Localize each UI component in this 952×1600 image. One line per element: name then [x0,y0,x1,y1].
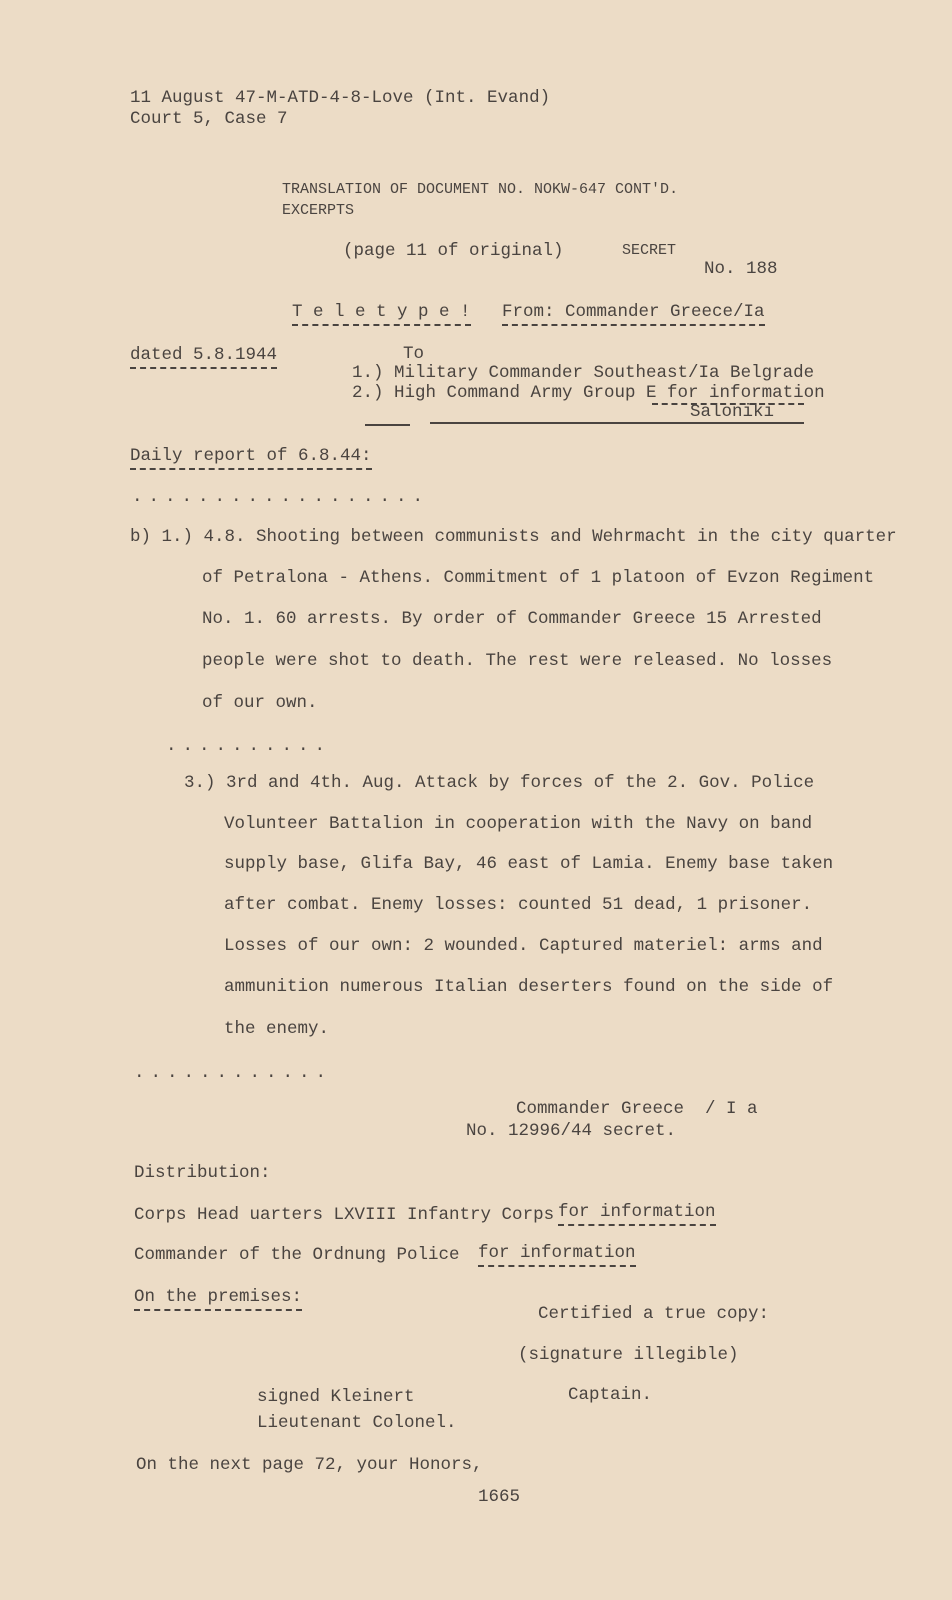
to-label: To [403,344,425,364]
divider [365,424,410,426]
ellipsis: .......... [166,736,332,756]
header-line: Court 5, Case 7 [130,109,288,129]
report-line: of Petralona - Athens. Commitment of 1 platoon of Evzon Regiment [202,568,875,588]
distribution-note: for information [478,1243,636,1267]
report-line: the enemy. [224,1019,330,1039]
document-subtitle: EXCERPTS [282,202,355,219]
divider [430,422,804,424]
closing-line: On the next page 72, your Honors, [136,1455,483,1475]
sender-number: No. 12996/44 secret. [466,1121,677,1141]
signed-rank: Lieutenant Colonel. [257,1413,457,1433]
page-reference: (page 11 of original) [343,241,564,261]
report-line: ammunition numerous Italian deserters found on the side of [224,977,834,997]
report-line: after combat. Enemy losses: counted 51 dead, 1 prisoner. [224,895,813,915]
report-line: b) 1.) 4.8. Shooting between communists and Wehrmacht in the city quarter [130,527,897,547]
premises-label: On the premises: [134,1287,302,1311]
recipient: 1.) Military Commander Southeast/Ia Belgrade [352,363,815,383]
report-line: people were shot to death. The rest were released. No losses [202,651,833,671]
report-line: of our own. [202,693,318,713]
classification: SECRET [622,242,677,259]
page-number: 1665 [478,1487,521,1507]
teletype-label: T e l e t y p e ! [292,302,471,326]
distribution-note: for information [558,1202,716,1226]
report-line: Losses of our own: 2 wounded. Captured materiel: arms and [224,936,823,956]
dated: dated 5.8.1944 [130,345,277,369]
recipient-city: Saloniki [690,402,775,422]
message-number: No. 188 [704,259,778,279]
from-line: From: Commander Greece/Ia [502,302,765,326]
daily-report-heading: Daily report of 6.8.44: [130,446,372,470]
report-line: No. 1. 60 arrests. By order of Commander Greece 15 Arrested [202,609,822,629]
distribution-recipient: Commander of the Ordnung Police [134,1245,460,1265]
report-line: 3.) 3rd and 4th. Aug. Attack by forces of the 2. Gov. Police [184,773,815,793]
signed-name: signed Kleinert [257,1387,415,1407]
ellipsis: .................. [132,487,430,507]
ellipsis: ............ [134,1063,333,1083]
header-line: 11 August 47-M-ATD-4-8-Love (Int. Evand) [130,88,551,108]
sender: Commander Greece / I a [516,1099,758,1119]
report-line: Volunteer Battalion in cooperation with the Navy on band [224,814,813,834]
certified-label: Certified a true copy: [538,1304,770,1324]
certifier-rank: Captain. [568,1385,653,1405]
distribution-label: Distribution: [134,1163,271,1183]
document-title: TRANSLATION OF DOCUMENT NO. NOKW-647 CONT'D. [282,181,679,198]
distribution-recipient: Corps Head uarters LXVIII Infantry Corps [134,1205,555,1225]
report-line: supply base, Glifa Bay, 46 east of Lamia. Enemy base taken [224,854,834,874]
signature-note: (signature illegible) [518,1345,739,1365]
recipient: 2.) High Command Army Group E for information [352,383,825,403]
